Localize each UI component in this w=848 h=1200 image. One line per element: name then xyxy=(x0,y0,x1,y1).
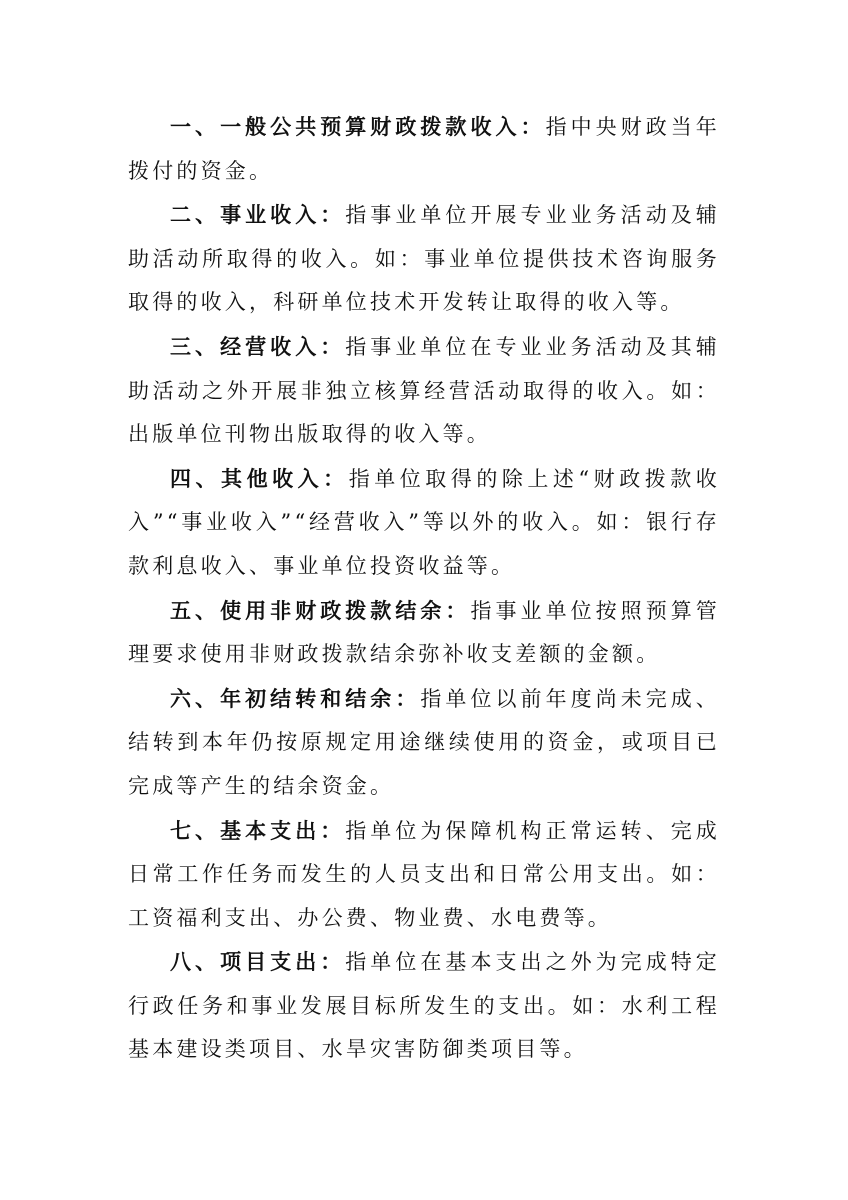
definition-text: 指单位以前年度尚未完成、结转到本年仍按原规定用途继续使用的资金，或项目已完成等产生的结余资金。 xyxy=(128,686,721,798)
definition-term: 二、事业收入： xyxy=(170,202,346,228)
definition-paragraph-7 xyxy=(128,809,720,941)
definition-paragraph-1 xyxy=(128,105,720,193)
definition-paragraph-2 xyxy=(128,193,720,325)
definition-text: 指中央财政当年拨付的资金。 xyxy=(128,115,721,183)
definition-text: 指事业单位在专业业务活动及其辅助活动之外开展非独立核算经营活动取得的收入。如：出版单位刊物出版取得的收入等。 xyxy=(128,334,720,447)
definition-paragraph-3 xyxy=(128,325,720,457)
definition-term: 七、基本支出： xyxy=(170,817,346,843)
definition-term: 八、项目支出： xyxy=(170,949,346,975)
definition-paragraph-8 xyxy=(128,940,720,1072)
definition-paragraph-5 xyxy=(128,589,720,677)
definition-paragraph-6 xyxy=(128,677,720,809)
document-body xyxy=(128,105,720,1072)
definition-paragraph-4 xyxy=(128,457,720,589)
definition-term: 四、其他收入： xyxy=(170,465,349,491)
definition-text: 指单位在基本支出之外为完成特定行政任务和事业发展目标所发生的支出。如：水利工程基本建设类项目、水旱灾害防御类项目等。 xyxy=(128,950,720,1062)
definition-term: 六、年初结转和结余： xyxy=(170,685,421,711)
definition-text: 指单位为保障机构正常运转、完成日常工作任务而发生的人员支出和日常公用支出。如：工资福利支出、办公费、物业费、水电费等。 xyxy=(128,818,720,930)
definition-text: 指事业单位开展专业业务活动及辅助活动所取得的收入。如：事业单位提供技术咨询服务取得的收入，科研单位技术开发转让取得的收入等。 xyxy=(128,203,720,315)
definition-text: 指事业单位按照预算管理要求使用非财政拨款结余弥补收支差额的金额。 xyxy=(128,598,720,667)
definition-term: 三、经营收入： xyxy=(170,333,346,359)
definition-text: 指单位取得的除上述“财政拨款收入”“事业收入”“经营收入”等以外的收入。如：银行存款利息收入、事业单位投资收益等。 xyxy=(128,466,720,578)
definition-term: 一、一般公共预算财政拨款收入： xyxy=(170,114,546,139)
definition-term: 五、使用非财政拨款结余： xyxy=(170,597,471,623)
